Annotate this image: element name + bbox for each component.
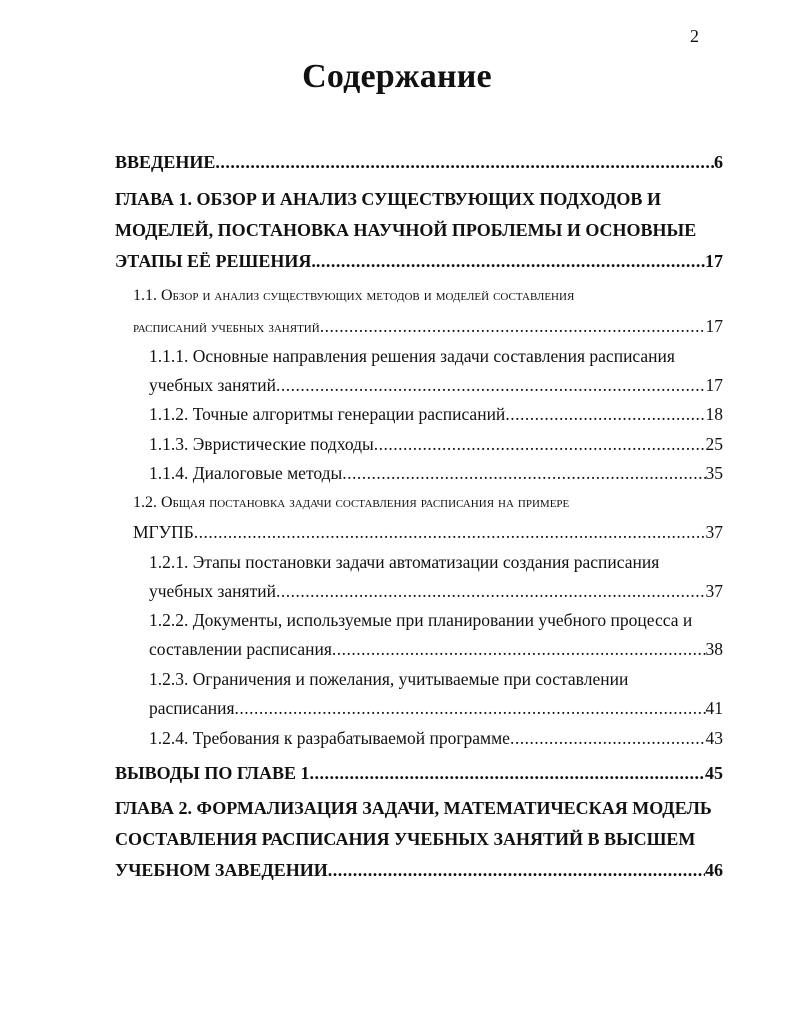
toc-entry-title-line: 1.2.3. Ограничения и пожелания, учитываемые при составлении bbox=[149, 669, 629, 689]
toc-page-number: 46 bbox=[705, 860, 723, 880]
toc-page-number: 37 bbox=[705, 581, 723, 601]
toc-leader-line bbox=[115, 251, 723, 272]
toc-entry-title: МГУПБ bbox=[133, 522, 194, 542]
toc-leader-line bbox=[149, 639, 723, 660]
page-number: 2 bbox=[690, 26, 699, 46]
toc-dot-leader bbox=[328, 860, 705, 881]
toc-leader-line bbox=[149, 434, 723, 455]
toc-entry-title: расписания bbox=[149, 698, 235, 718]
toc-leader-line bbox=[149, 463, 723, 484]
toc-dot-leader bbox=[235, 698, 706, 719]
toc-entry-title-line: 1.1.1. Основные направления решения задачи составления расписания bbox=[149, 346, 675, 366]
toc-entry-title-line: 1.2.1. Этапы постановки задачи автоматизации создания расписания bbox=[149, 552, 660, 572]
toc-dot-leader bbox=[276, 375, 706, 396]
toc-entry-title: 1.1.4. Диалоговые методы bbox=[149, 463, 343, 483]
toc-dot-leader bbox=[215, 152, 714, 173]
toc-leader-line bbox=[149, 581, 723, 602]
toc-entry-title-line: СОСТАВЛЕНИЯ РАСПИСАНИЯ УЧЕБНЫХ ЗАНЯТИЙ В ВЫСШЕМ bbox=[115, 829, 696, 849]
toc-page-number: 17 bbox=[705, 375, 723, 395]
toc-entry-title: расписаний учебных занятий bbox=[133, 319, 320, 336]
toc-entry-title-line: МОДЕЛЕЙ, ПОСТАНОВКА НАУЧНОЙ ПРОБЛЕМЫ И ОСНОВНЫЕ bbox=[115, 220, 697, 240]
toc-leader-line bbox=[133, 316, 723, 337]
toc-page-number: 45 bbox=[705, 763, 723, 783]
toc-dot-leader bbox=[310, 763, 705, 784]
toc-entry-title: ВВЕДЕНИЕ bbox=[115, 152, 216, 172]
toc-leader-line bbox=[149, 728, 723, 749]
toc-entry-title: 1.1.3. Эвристические подходы bbox=[149, 434, 374, 454]
toc-leader-line bbox=[149, 698, 723, 719]
toc-entry-title: ВЫВОДЫ ПО ГЛАВЕ 1 bbox=[115, 763, 310, 783]
toc-entry-title: УЧЕБНОМ ЗАВЕДЕНИИ bbox=[115, 860, 328, 880]
toc-entry-title: учебных занятий bbox=[149, 581, 276, 601]
toc-dot-leader bbox=[276, 581, 706, 602]
toc-dot-leader bbox=[316, 251, 705, 272]
toc-dot-leader bbox=[194, 522, 706, 543]
toc-entry-title-line: 1.1. Обзор и анализ существующих методов и моделей составления bbox=[133, 287, 575, 304]
toc-leader-line bbox=[115, 860, 723, 881]
toc-page-number: 25 bbox=[705, 434, 723, 454]
toc-leader-line bbox=[149, 375, 723, 396]
toc-dot-leader bbox=[374, 434, 706, 455]
toc-entry-title: 1.1.2. Точные алгоритмы генерации расписаний bbox=[149, 404, 506, 424]
toc-entry-title-line: ГЛАВА 1. ОБЗОР И АНАЛИЗ СУЩЕСТВУЮЩИХ ПОДХОДОВ И bbox=[115, 189, 661, 209]
toc-leader-line bbox=[133, 522, 723, 543]
toc-entry-title: учебных занятий bbox=[149, 375, 276, 395]
toc-entry-title-line: 1.2. Общая постановка задачи составления расписания на примере bbox=[133, 494, 570, 511]
toc-entry-title-line: ГЛАВА 2. ФОРМАЛИЗАЦИЯ ЗАДАЧИ, МАТЕМАТИЧЕСКАЯ МОДЕЛЬ bbox=[115, 798, 712, 818]
toc-leader-line bbox=[149, 404, 723, 425]
toc-dot-leader bbox=[320, 316, 706, 337]
toc-page-number: 43 bbox=[705, 728, 723, 748]
toc-leader-line bbox=[115, 152, 723, 173]
toc-entry-title: 1.2.4. Требования к разрабатываемой программе bbox=[149, 728, 510, 748]
toc-dot-leader bbox=[342, 463, 705, 484]
toc-page-number: 35 bbox=[705, 463, 723, 483]
toc-page-number: 17 bbox=[705, 251, 723, 271]
toc-page-number: 17 bbox=[705, 316, 723, 336]
page-title: Содержание bbox=[302, 58, 492, 95]
toc-dot-leader bbox=[505, 404, 705, 425]
toc-entry-title: составлении расписания bbox=[149, 639, 332, 659]
toc-entry-title: ЭТАПЫ ЕЁ РЕШЕНИЯ. bbox=[115, 251, 316, 271]
toc-dot-leader bbox=[332, 639, 706, 660]
toc-page-number: 41 bbox=[705, 698, 723, 718]
toc-leader-line bbox=[115, 763, 723, 784]
toc-entry-title-line: 1.2.2. Документы, используемые при планировании учебного процесса и bbox=[149, 610, 693, 630]
toc-page-number: 38 bbox=[705, 639, 723, 659]
toc-page-number: 18 bbox=[705, 404, 723, 424]
toc-page-number: 6 bbox=[714, 152, 723, 172]
toc-page-number: 37 bbox=[705, 522, 723, 542]
toc-dot-leader bbox=[510, 728, 706, 749]
